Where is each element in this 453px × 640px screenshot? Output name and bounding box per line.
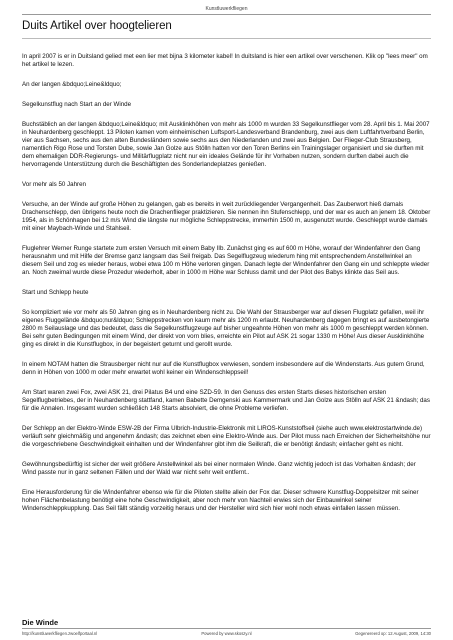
body-paragraph: Der Schlepp an der Elektro-Winde ESW-2B der Firma Ulbrich-Industrie-Elektronik mit LIROS-Kunststoffseil (siehe auch www.elektrostartwinde.de) verläuft sehr gleichmäßig und angenehm &ndash; das zeichnet eben eine Elektro-Winde aus. Der Pilot muss nach Erreichen der Sicherheitshöhe nur die vorgeschriebene Geschwindigkeit einhalten und der Windenfahrer gibt ihm die Seilkraft, die er benötigt &ndash; einfacher geht es nicht. xyxy=(22,425,431,448)
body-paragraph: Eine Herausforderung für die Windenfahrer ebenso wie für die Piloten stellte allein der Fox dar. Dieser schwere Kunstflug-Doppelsitzer mit seiner hohen Flächenbelastung benötigt eine hohe Geschwindigkeit, aber noch mehr von Nachteil erwies sich der Einbauwinkel seiner Windenschleppkupplung. Das Seil fällt ständig vorzeitig heraus und der Hersteller wird sich hier wohl noch etwas einfallen lassen müssen. xyxy=(22,489,419,512)
article-title: Duits Artikel over hoogtelieren xyxy=(22,20,172,32)
footer-powered-by: Powered by www.skoszy.nl xyxy=(201,631,252,636)
body-paragraph: Versuche, an der Winde auf große Höhen zu gelangen, gab es bereits in weit zurückliegender Vergangenheit. Das Zauberwort hieß damals Drachenschlepp, den übrigens heute noch die Drachenflieger praktizieren. Sie nennen ihn Stufenschlepp, und der war es auch an jenem 18. Oktober 1954, als in Schönhagen bei 12 m/s Wind die längste nur mögliche Schleppstrecke, immerhin 1500 m, ausgenutzt wurde. Geschleppt wurde damals mit einer Maybach-Winde und Stahlseil. xyxy=(22,201,431,232)
intro-paragraph: In april 2007 is er in Duitsland gelied met een lier met bijna 3 kilometer kabel! In duitsland is hier een artikel over verschenen. Klik op "lees meer" om het artikel te lezen. xyxy=(22,53,428,68)
body-paragraph: In einem NOTAM hatten die Strausberger nicht nur auf die Kunstflugbox verwiesen, sondern insbesondere auf die Windenstarts. Aus gutem Grund, denn in Höhen von 1000 m oder mehr erwartet wohl keiner ein Windenschleppseil! xyxy=(22,361,425,376)
footer-generated-date: Gegenereerd op: 12 August, 2009, 14:30 xyxy=(355,631,431,636)
section-heading: Vor mehr als 50 Jahren xyxy=(22,181,86,188)
section-heading: Start und Schlepp heute xyxy=(22,289,89,296)
page-header xyxy=(22,0,431,15)
page-footer xyxy=(22,630,431,638)
section-heading-die-winde: Die Winde xyxy=(22,618,59,627)
article-subheading: Segelkunstflug nach Start an der Winde xyxy=(22,101,132,108)
footer-url: http://kunstluwerkfliegen.zwoelfportaal.nl xyxy=(22,631,98,636)
body-paragraph: Fluglehrer Werner Runge startete zum ersten Versuch mit einem Baby IIb. Zunächst ging es auf 600 m Höhe, worauf der Windenfahrer den Gang herausnahm und mit Hilfe der Bremse ganz langsam das Seil freigab. Das Segelflugzeug wiederum hing mit entsprechendem Anstellwinkel an diesem Seil und zog es wieder heraus, wobei etwa 100 m Höhe verloren gingen. Danach legte der Windenfahrer den Gang ein und schleppte wieder an. Noch zweimal wurde diese Prozedur wiederholt, aber in 1000 m Höhe war Schluss damit und der Pilot des Babys klinkte das Seil aus. xyxy=(22,245,430,276)
article-body xyxy=(22,53,431,525)
footer-divider xyxy=(22,628,431,629)
article-heading: An der langen &bdquo;Leine&ldquo; xyxy=(22,81,122,88)
body-paragraph: Buchstäblich an der langen &bdquo;Leine&ldquo; mit Ausklinkhöhen von mehr als 1000 m wurden 33 Segelkunstflieger vom 28. April bis 1. Mai 2007 in Neuhardenberg geschleppt. 13 Piloten kamen vom einheimischen Luftsport-Landesverband Brandenburg, zwei aus dem Luftfahrtverband Berlin, vier aus Sachsen, sechs aus den alten Bundesländern sowie sechs aus den Niederlanden und zwei aus Belgien. Der Flieger-Club Strausberg, namentlich Rigo Rose und Torsten Dube, sowie Jan Golze aus Stölln hatten vor den Toren Berlins ein Trainingslager organisiert und sie durften mit dem ehemaligen DDR-Regierungs- und Militärflugplatz nicht nur ein ideales Gelände für ihr Vorhaben nutzen, sondern durften dabei auch die hervorragende Unterstützung durch die Beschäftigten des Sonderlandeplatzes genießen. xyxy=(22,121,430,168)
body-paragraph: So kompliziert wie vor mehr als 50 Jahren ging es in Neuhardenberg nicht zu. Die Wahl der Strausberger war auf diesen Flugplatz gefallen, weil ihr eigenes Fluggelände &bdquo;nur&ldquo; Schleppstrecken von kaum mehr als 1200 m erlaubt. Neuhardenberg dagegen bringt es auf ausbetongierte 2800 m Seilauslage und das bedeutet, dass die Segelkunstflugzeuge auf bisher ungeahnte Höhen von mehr als 1000 m geschleppt werden können. Bei sehr guten Bedingungen mit einem Wind, der direkt von vorn blies, erreichte ein Pilot auf ASK 21 sogar 1330 m Höhe! Aus dieser Ausklinkhöhe ging es direkt in die Kunstflugbox, in der begeistert geturnt und gerollt wurde. xyxy=(22,309,430,348)
header-site-name: Kunstluwerkfliegen xyxy=(205,6,248,12)
body-paragraph: Am Start waren zwei Fox, zwei ASK 21, drei Pilatus B4 und eine SZD-59. In den Genuss des ersten Starts dieses historischen ersten Segelflugbetriebes, der in Neuhardenberg stattfand, kamen Babette Demgenski aus Kammermark und Jan Golze aus Stölln auf ASK 21 &ndash; das für die Annalen. Insgesamt wurden schließlich 148 Starts absolviert, die ohne Probleme verliefen. xyxy=(22,389,430,412)
title-divider xyxy=(22,38,431,39)
body-paragraph: Gewöhnungsbedürftig ist sicher der weit größere Anstellwinkel als bei einer normalen Winde. Ganz wichtig jedoch ist das Vorhalten &ndash; der Wind passte nur in ganz seltenen Fällen und der Wald war nicht sehr weit entfernt.. xyxy=(22,461,416,476)
